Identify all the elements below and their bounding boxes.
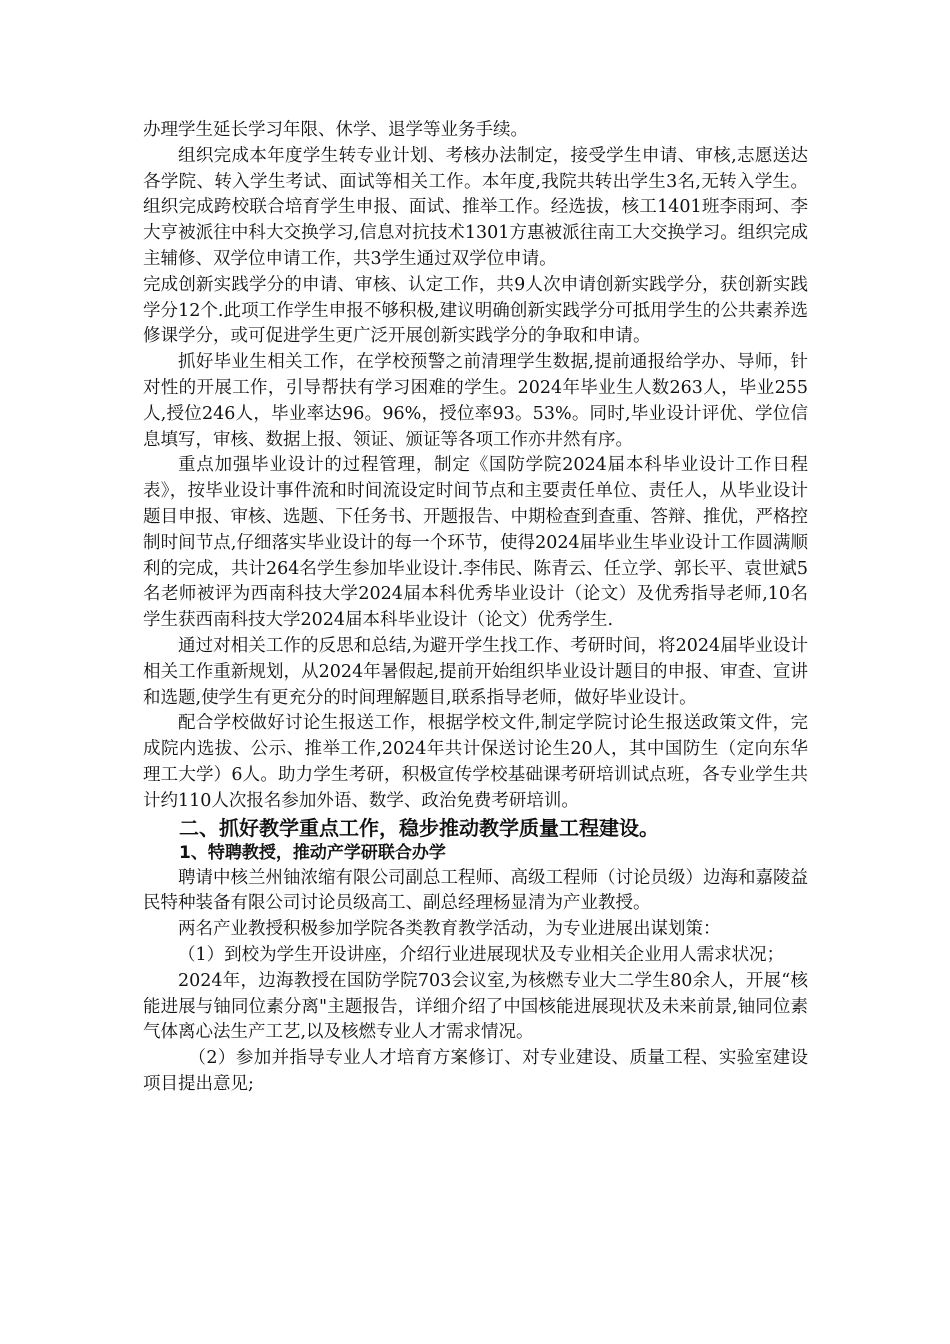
paragraph: （2）参加并指导专业人才培育方案修订、对专业建设、质量工程、实验室建设项目提出意见; <box>143 1048 808 1094</box>
paragraph: （1）到校为学生开设讲座，介绍行业进展现状及专业相关企业用人需求状况； <box>178 944 785 965</box>
paragraph: 通过对相关工作的反思和总结,为避开学生找工作、考研时间，将2024届毕业设计相关工作重新规划，从2024年暑假起,提前开始组织毕业设计题目的申报、审查、宣讲和选题,使学生有更充分的时间理解题目,联系指导老师，做好毕业设计。 <box>143 635 808 708</box>
paragraph: 重点加强毕业设计的过程管理，制定《国防学院2024届本科毕业设计工作日程表》，按毕业设计事件流和时间流设定时间节点和主要责任单位、责任人，从毕业设计题目申报、审核、选题、下任务书、开题报告、中期检查到查重、答辩、推优，严格控制时间节点,仔细落实毕业设计的每一个环节，使得2024届毕业生毕业设计工作圆满顺利的完成，共计264名学生参加毕业设计.李伟民、陈青云、任立学、郭长平、袁世斌5名老师被评为西南科技大学2024届本科优秀毕业设计（论文）及优秀指导老师,10名学生获西南科技大学2024届本科毕业设计（论文）优秀学生. <box>143 455 808 631</box>
paragraph: 聘请中核兰州铀浓缩有限公司副总工程师、高级工程师（讨论员级）边海和嘉陵益民特种装备有限公司讨论员级高工、副总经理杨显清为产业教授。 <box>143 867 808 914</box>
paragraph: 2024年，边海教授在国防学院703会议室,为核燃专业大二学生80余人，开展“核能进展与铀同位素分离"主题报告，详细介绍了中国核能进展现状及未来前景,铀同位素气体离心法生产工艺,以及核燃专业人才需求情况。 <box>143 970 808 1043</box>
paragraph: 两名产业教授积极参加学院各类教育教学活动，为专业进展出谋划策： <box>178 919 721 940</box>
section-heading: 二、抓好教学重点工作，稳步推动教学质量工程建设。 <box>179 815 659 840</box>
paragraph: 完成创新实践学分的申请、审核、认定工作，共9人次申请创新实践学分，获创新实践学分12个.此项工作学生申报不够积极,建议明确创新实践学分可抵用学生的公共素养选修课学分，或可促进学生更广泛开展创新实践学分的争取和申请。 <box>143 274 808 347</box>
document-body <box>143 118 808 1098</box>
paragraph: 办理学生延长学习年限、休学、退学等业务手续。 <box>143 120 528 140</box>
paragraph: 配合学校做好讨论生报送工作，根据学校文件,制定学院讨论生报送政策文件，完成院内选拔、公示、推举工作,2024年共计保送讨论生20人，其中国防生（定向东华理工大学）6人。助力学生考研，积极宣传学校基础课考研培训试点班，各专业学生共计约110人次报名参加外语、数学、政治免费考研培训。 <box>143 713 808 811</box>
paragraph: 组织完成本年度学生转专业计划、考核办法制定，接受学生申请、审核,志愿送达各学院、转入学生考试、面试等相关工作。本年度,我院共转出学生3名,无转入学生。组织完成跨校联合培育学生申报、面试、推举工作。经选拔，核工1401班李雨珂、李大亨被派往中科大交换学习,信息对抗技术1301方惠被派往南工大交换学习。组织完成主辅修、双学位申请工作，共3学生通过双学位申请。 <box>143 145 808 269</box>
paragraph: 抓好毕业生相关工作，在学校预警之前清理学生数据,提前通报给学办、导师，针对性的开展工作，引导帮扶有学习困难的学生。2024年毕业生人数263人，毕业255人,授位246人，毕业率达96。96%，授位率93。53%。同时,毕业设计评优、学位信息填写，审核、数据上报、领证、颁证等各项工作亦井然有序。 <box>143 352 808 450</box>
subsection-heading: 1、特聘教授，推动产学研联合办学 <box>179 842 446 863</box>
